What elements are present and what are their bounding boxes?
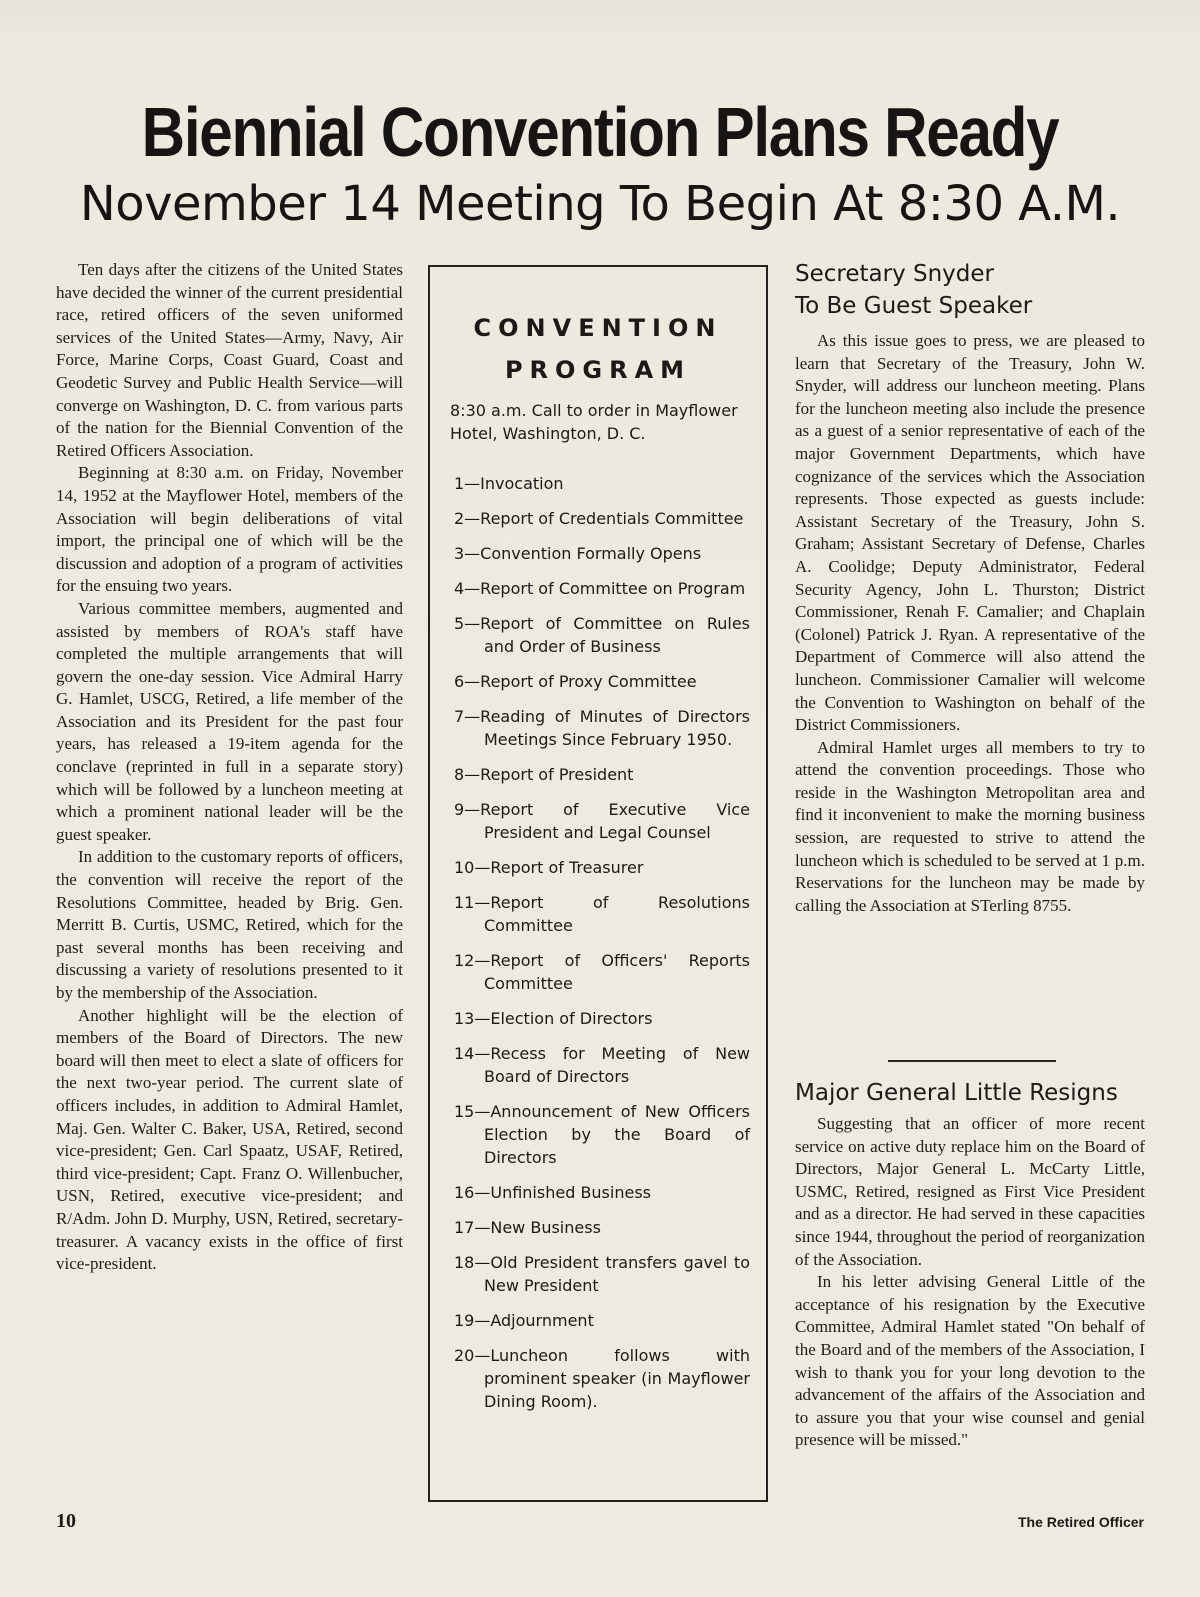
program-item: 15—Announcement of New Officers Election by the Board of Directors — [454, 1102, 750, 1167]
program-item: 6—Report of Proxy Committee — [454, 672, 697, 691]
program-item: 7—Reading of Minutes of Directors Meetings Since February 1950. — [454, 707, 750, 749]
article-paragraph: Admiral Hamlet urges all members to try to attend the convention proceedings. Those who reside in the Washington Metropolitan area and find it inconvenient to make the morning business session, are requested to strive to attend the luncheon which is scheduled to be served at 1 p.m. Reservations for the luncheon may be made by calling the Association at STerling 8755. — [795, 737, 1145, 915]
program-item: 17—New Business — [454, 1218, 601, 1237]
program-item: 12—Report of Officers' Reports Committee — [454, 951, 750, 993]
snyder-article — [795, 330, 1145, 917]
program-item: 13—Election of Directors — [454, 1009, 653, 1028]
program-intro: 8:30 a.m. Call to order in Mayflower Hotel, Washington, D. C. — [450, 401, 738, 443]
section-divider — [888, 1060, 1056, 1062]
program-item: 19—Adjournment — [454, 1311, 594, 1330]
program-item: 4—Report of Committee on Program — [454, 579, 746, 598]
snyder-heading-line-2: To Be Guest Speaker — [795, 293, 1033, 319]
subheadline: November 14 Meeting To Begin At 8:30 A.M. — [79, 176, 1121, 232]
program-title-line-1: CONVENTION — [473, 314, 723, 342]
article-paragraph: Another highlight will be the election of members of the Board of Directors. The new board will then meet to elect a slate of officers for the next two-year period. The current slate of officers includes, in addition to Admiral Hamlet, Maj. Gen. Walter C. Baker, USA, Retired, second vice-president; Gen. Carl Spaatz, USAF, Retired, third vice-president; Capt. Franz O. Willenbucher, USN, Retired, executive vice-president; and R/Adm. John D. Murphy, USN, Retired, secretary-treasurer. A vacancy exists in the office of first vice-president. — [56, 1005, 403, 1274]
article-paragraph: Beginning at 8:30 a.m. on Friday, November 14, 1952 at the Mayflower Hotel, members of the Association will begin deliberations of vital import, the principal one of which will be the discussion and adoption of a program of activities for the ensuing two years. — [56, 463, 403, 596]
program-item: 9—Report of Executive Vice President and Legal Counsel — [454, 800, 750, 842]
article-paragraph: Suggesting that an officer of more recent service on active duty replace him on the Board of Directors, Major General L. McCarty Little, USMC, Retired, resigned as First Vice President and as a director. He had served in these capacities since 1944, throughout the period of reorganization of the Association. — [795, 1114, 1145, 1269]
convention-program-box — [428, 265, 768, 1502]
left-article-column — [56, 259, 403, 1276]
article-paragraph: Ten days after the citizens of the United States have decided the winner of the current presidential race, retired officers of the seven uniformed services of the United States—Army, Navy, Air Force, Marine Corps, Coast Guard, Coast and Geodetic Survey and Public Health Service—will converge on Washington, D. C. from various parts of the nation for the Biennial Convention of the Retired Officers Association. — [56, 260, 403, 460]
program-item: 8—Report of President — [454, 765, 634, 784]
program-title-line-2: PROGRAM — [504, 356, 692, 384]
program-item: 5—Report of Committee on Rules and Order of Business — [454, 614, 750, 656]
program-item: 1—Invocation — [454, 474, 564, 493]
program-item: 10—Report of Treasurer — [454, 858, 644, 877]
snyder-heading — [795, 258, 1155, 322]
article-paragraph: As this issue goes to press, we are pleased to learn that Secretary of the Treasury, John W. Snyder, will address our luncheon meeting. Plans for the luncheon meeting also include the presence as a guest of a senior representative of each of the major Government Departments, which have cognizance of the services which the Association represents. Those expected as guests include: Assistant Secretary of the Treasury, John S. Graham; Assistant Secretary of Defense, Charles A. Coolidge; Deputy Administrator, Federal Security Agency, John L. Thurston; District Commissioner, Renah F. Camalier; and Chaplain (Colonel) Patrick J. Ryan. A representative of the Department of Commerce will also attend the luncheon. Commissioner Camalier will welcome the Convention to Washington on behalf of the District Commissioners. — [795, 331, 1145, 735]
publication-name: The Retired Officer — [1017, 1514, 1144, 1530]
page-number: 10 — [56, 1510, 76, 1532]
article-paragraph: Various committee members, augmented and assisted by members of ROA's staff have completed the multiple arrangements that will govern the one-day session. Vice Admiral Harry G. Hamlet, USCG, Retired, a life member of the Association and its President for the past four years, has released a 19-item agenda for the conclave (reprinted in full in a separate story) which will be followed by a luncheon meeting at which a prominent national leader will be the guest speaker. — [56, 598, 403, 844]
headline: Biennial Convention Plans Ready — [141, 93, 1059, 171]
snyder-heading-line-1: Secretary Snyder — [795, 261, 994, 287]
article-paragraph: In his letter advising General Little of the acceptance of his resignation by the Executive Committee, Admiral Hamlet stated "On behalf of the Board and of the members of the Association, I wish to thank you for your long devotion to the advancement of the affairs of the Association and to assure you that your wise counsel and genial presence will be missed." — [795, 1272, 1145, 1450]
article-paragraph: In addition to the customary reports of officers, the convention will receive the report of the Resolutions Committee, headed by Brig. Gen. Merritt B. Curtis, USMC, Retired, which for the past several months has been receiving and discussing a variety of resolutions presented to it by the membership of the Association. — [56, 847, 403, 1002]
program-list — [454, 472, 750, 1425]
program-item: 3—Convention Formally Opens — [454, 544, 702, 563]
program-item: 2—Report of Credentials Committee — [454, 509, 744, 528]
program-item: 18—Old President transfers gavel to New President — [454, 1253, 750, 1295]
program-item: 11—Report of Resolutions Committee — [454, 893, 750, 935]
little-heading: Major General Little Resigns — [795, 1080, 1118, 1106]
program-item: 16—Unfinished Business — [454, 1183, 651, 1202]
program-item: 14—Recess for Meeting of New Board of Directors — [454, 1044, 750, 1086]
little-article — [795, 1113, 1145, 1452]
program-item: 20—Luncheon follows with prominent speaker (in Mayflower Dining Room). — [454, 1346, 750, 1411]
